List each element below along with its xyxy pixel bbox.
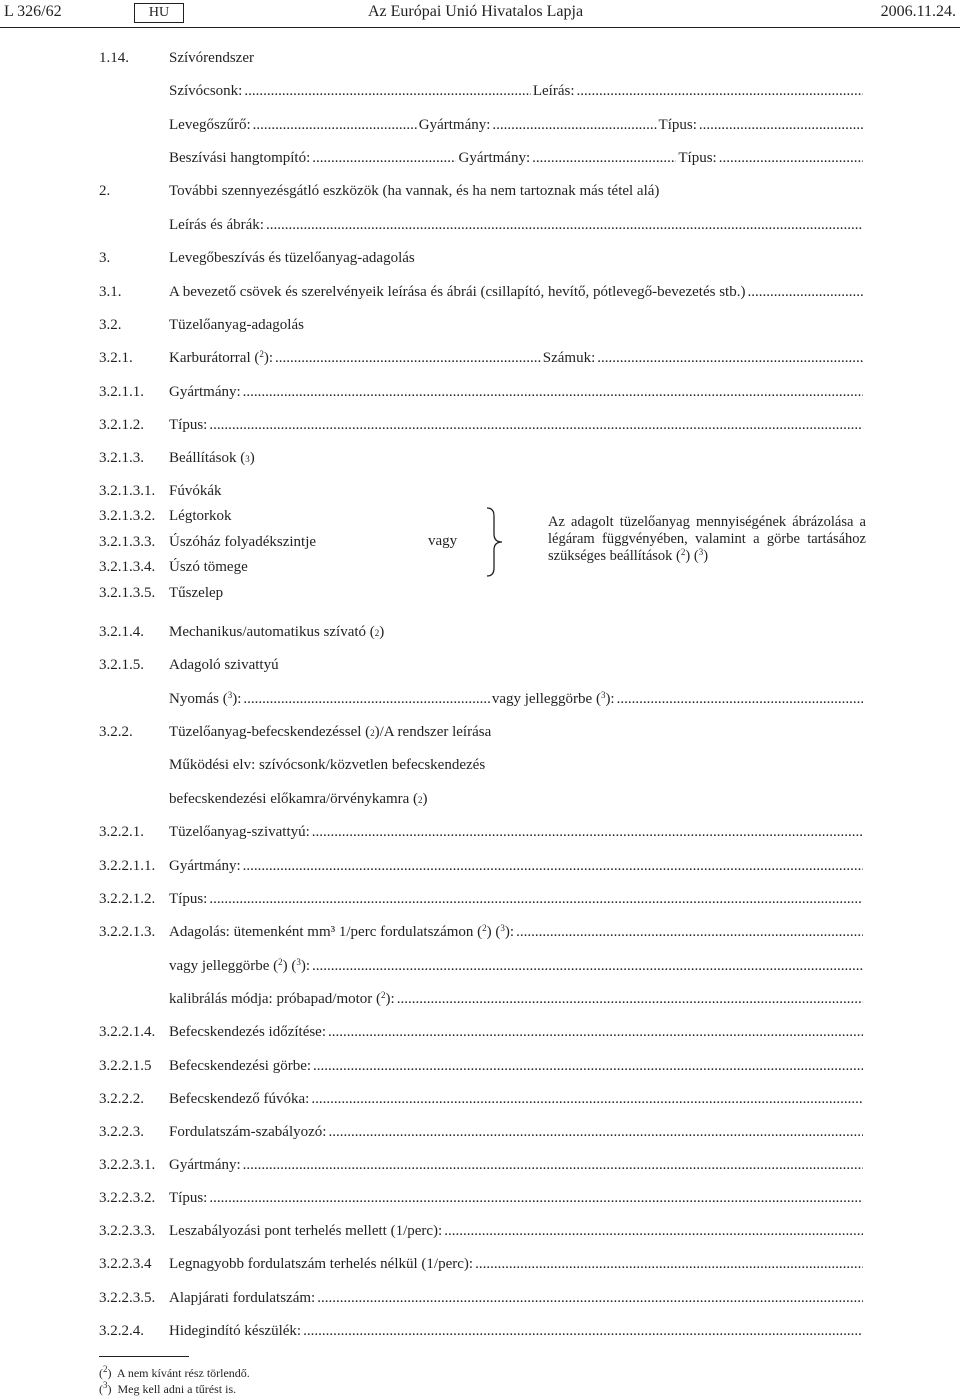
item-number: 3.2.2.3.5. [99, 1290, 156, 1306]
form-field[interactable] [169, 1290, 865, 1307]
fill-dots [209, 417, 863, 434]
item-number: 3.2.2.3.1. [99, 1157, 156, 1173]
fill-dots [492, 117, 656, 134]
form-field[interactable] [169, 284, 865, 301]
fill-dots [243, 691, 489, 708]
item-label: Típus: [658, 117, 697, 133]
page-header [0, 0, 960, 28]
item-number: 3.2.2.1.4. [99, 1024, 156, 1040]
item-number: 3.2.2.3. [99, 1124, 144, 1140]
form-row [0, 1323, 960, 1343]
item-label: vagy jelleggörbe ($^3$): [491, 690, 615, 707]
form-field[interactable] [169, 1190, 865, 1207]
item-label: Úszóház folyadékszintje [169, 534, 317, 550]
form-row [0, 350, 960, 370]
item-number: 3.2.2.1.5 [99, 1058, 152, 1074]
form-row [0, 991, 960, 1011]
item-label: A bevezető csövek és szerelvényeik leírása és ábrái (csillapító, hevítő, pótlevegő-bevezetés stb.) [169, 284, 746, 300]
form-row [0, 958, 960, 978]
item-number: 3.2.2.1.3. [99, 924, 156, 940]
item-label: Tűszelep [169, 585, 224, 601]
fill-dots [266, 217, 863, 234]
fill-dots [699, 117, 863, 134]
form-row [0, 450, 960, 470]
footnote: ($^3$) Meg kell adni a tűrést is. [99, 1380, 237, 1396]
form-field[interactable] [169, 384, 865, 401]
form-row [0, 150, 960, 170]
form-field[interactable] [169, 991, 865, 1008]
item-label: Adagolás: ütemenként mm³ 1/perc fordulatszámon ($^2$) ($^3$): [169, 923, 515, 940]
fill-dots [209, 1190, 863, 1207]
item-label: Típus: [169, 417, 208, 433]
form-row [0, 317, 960, 337]
fill-dots [328, 1024, 863, 1041]
item-label: Befecskendezés időzítése: [169, 1024, 327, 1040]
item-label: Hidegindító készülék: [169, 1323, 302, 1339]
form-row [0, 83, 960, 103]
item-number: 3.2.2.3.3. [99, 1223, 156, 1239]
item-label: Karburátorral ($^2$): [169, 349, 274, 366]
form-row [0, 183, 960, 203]
form-row [0, 1223, 960, 1243]
item-label: Úszó tömege [169, 559, 248, 575]
form-row [0, 1024, 960, 1044]
item-label: Befecskendező fúvóka: [169, 1091, 310, 1107]
item-label: Levegőbeszívás és tüzelőanyag-adagolás [169, 250, 415, 266]
item-label: Tüzelőanyag-szivattyú: [169, 824, 310, 840]
item-number: 3.2.1.3.5. [99, 585, 156, 601]
fill-dots [243, 1157, 863, 1174]
page-number: L 326/62 [4, 3, 62, 20]
item-label: Leírás és ábrák: [169, 217, 264, 233]
right-brace-icon [485, 506, 505, 578]
form-row [0, 1157, 960, 1177]
form-field[interactable] [169, 1223, 865, 1240]
item-label: Beszívási hangtompító: [169, 150, 311, 166]
item-number: 3.2.1.5. [99, 657, 144, 673]
item-number: 3.2.1.3.2. [99, 508, 156, 524]
fill-dots [253, 117, 417, 134]
item-number: 3.2.2.3.2. [99, 1190, 156, 1206]
fill-dots [719, 150, 863, 167]
item-label: vagy jelleggörbe ($^2$) ($^3$): [169, 957, 311, 974]
item-label: Gyártmány: [458, 150, 531, 166]
fill-dots [313, 1058, 863, 1075]
form-row [0, 858, 960, 878]
fill-dots [244, 83, 531, 100]
form-field[interactable] [169, 958, 865, 975]
form-field[interactable] [169, 417, 865, 434]
form-row [0, 1058, 960, 1078]
fill-dots [397, 991, 863, 1008]
item-number: 3.2.1.4. [99, 624, 144, 640]
footnote: ($^2$) A nem kívánt rész törlendő. [99, 1364, 250, 1380]
form-field[interactable] [169, 1323, 865, 1340]
form-row [0, 217, 960, 237]
fill-dots [311, 1091, 863, 1108]
form-row [0, 417, 960, 437]
form-field[interactable] [169, 691, 865, 708]
item-number: 3.2.1.2. [99, 417, 144, 433]
item-number: 3.1. [99, 284, 122, 300]
form-row [0, 384, 960, 404]
fill-dots [532, 150, 676, 167]
item-label: Leírás: [532, 83, 575, 99]
form-row [0, 1190, 960, 1210]
item-label: Tüzelőanyag-adagolás [169, 317, 304, 333]
item-label: Fordulatszám-szabályozó: [169, 1124, 327, 1140]
item-label: Gyártmány: [169, 858, 241, 874]
fill-dots [597, 350, 863, 367]
fill-dots [317, 1290, 863, 1307]
form-field[interactable] [169, 858, 865, 875]
item-number: 3.2. [99, 317, 122, 333]
form-row [0, 284, 960, 304]
item-label: Működési elv: szívócsonk/közvetlen befecskendezés [169, 757, 486, 773]
form-row [0, 585, 960, 605]
form-field[interactable] [169, 1091, 865, 1108]
form-row [0, 724, 960, 744]
fill-dots [303, 1323, 863, 1340]
item-label: Mechanikus/automatikus szívató ( 2 ) [169, 624, 385, 640]
item-number: 3.2.1.3.1. [99, 483, 156, 499]
item-label: Fúvókák [169, 483, 222, 499]
item-number: 3.2.2.2. [99, 1091, 144, 1107]
item-number: 3.2.1.1. [99, 384, 144, 400]
item-number: 3.2.2.1.2. [99, 891, 156, 907]
item-label: Nyomás ($^3$): [169, 690, 242, 707]
fill-dots [312, 958, 863, 975]
item-label: Gyártmány: [418, 117, 491, 133]
fill-dots [328, 1124, 863, 1141]
item-label: Beállítások ( 3 ) [169, 450, 255, 466]
item-label: Alapjárati fordulatszám: [169, 1290, 316, 1306]
item-number: 3.2.2.1.1. [99, 858, 156, 874]
item-label: Szívórendszer [169, 50, 254, 66]
form-field[interactable] [169, 83, 865, 100]
item-label: Levegőszűrő: [169, 117, 251, 133]
item-label: Tüzelőanyag-befecskendezéssel ( 2 )/A rendszer leírása [169, 724, 492, 740]
item-label: Adagoló szivattyú [169, 657, 279, 673]
form-field[interactable] [169, 350, 865, 367]
item-label: Befecskendezési görbe: [169, 1058, 312, 1074]
item-label: befecskendezési előkamra/örvénykamra ( 2 ) [169, 791, 428, 807]
form-field[interactable] [169, 891, 865, 908]
fill-dots [617, 691, 863, 708]
form-field[interactable] [169, 117, 865, 134]
form-row [0, 50, 960, 70]
or-label: vagy [428, 533, 458, 549]
fill-dots [577, 83, 864, 100]
form-row [0, 250, 960, 270]
form-row [0, 1091, 960, 1111]
item-number: 3.2.1. [99, 350, 133, 366]
form-row [0, 824, 960, 844]
form-field[interactable] [169, 1024, 865, 1041]
fill-dots [747, 284, 863, 301]
form-field[interactable] [169, 217, 865, 234]
publication-date: 2006.11.24. [880, 3, 956, 20]
form-row [0, 691, 960, 711]
form-field[interactable] [169, 1058, 865, 1075]
form-field[interactable] [169, 1124, 865, 1141]
fill-dots [275, 350, 541, 367]
brace-description: Az adagolt tüzelőanyag mennyiségének ábrázolása a légáram függvényében, valamint a görbe tartásához szükséges beállítások ($^2$) ($^3$) [548, 514, 866, 564]
fill-dots [516, 924, 863, 941]
item-number: 3.2.2.1. [99, 824, 144, 840]
journal-title: Az Európai Unió Hivatalos Lapja [368, 3, 584, 20]
form-field[interactable] [169, 1256, 865, 1273]
form-field[interactable] [169, 824, 865, 841]
item-number: 3.2.1.3.4. [99, 559, 156, 575]
form-field[interactable] [169, 924, 865, 941]
item-label: További szennyezésgátló eszközök (ha vannak, és ha nem tartoznak más tétel alá) [169, 183, 660, 199]
item-number: 3.2.2.4. [99, 1323, 144, 1339]
form-row [0, 891, 960, 911]
item-label: Típus: [169, 891, 208, 907]
item-label: Legnagyobb fordulatszám terhelés nélkül (1/perc): [169, 1256, 474, 1272]
item-label: Gyártmány: [169, 1157, 241, 1173]
item-number: 3.2.1.3. [99, 450, 144, 466]
form-field[interactable] [169, 1157, 865, 1174]
form-row [0, 657, 960, 677]
item-label: Típus: [169, 1190, 208, 1206]
item-label: Típus: [678, 150, 717, 166]
fill-dots [312, 824, 863, 841]
item-label: Légtorkok [169, 508, 232, 524]
form-field[interactable] [169, 150, 865, 167]
fill-dots [444, 1223, 863, 1240]
header-rule [0, 27, 960, 28]
language-badge: HU [134, 3, 184, 23]
form-row [0, 1256, 960, 1276]
item-label: kalibrálás módja: próbapad/motor ($^2$): [169, 990, 395, 1007]
item-number: 3.2.2. [99, 724, 133, 740]
form-row [0, 791, 960, 811]
item-number: 2. [99, 183, 111, 199]
form-row [0, 624, 960, 644]
fill-dots [209, 891, 863, 908]
fill-dots [475, 1256, 863, 1273]
item-label: Szívócsonk: [169, 83, 243, 99]
form-row [0, 1124, 960, 1144]
fill-dots [312, 150, 456, 167]
item-number: 3.2.2.3.4 [99, 1256, 152, 1272]
form-row [0, 757, 960, 777]
item-number: 3. [99, 250, 111, 266]
form-row [0, 1290, 960, 1310]
form-row [0, 117, 960, 137]
item-label: Gyártmány: [169, 384, 241, 400]
fill-dots [243, 858, 863, 875]
item-label: Leszabályozási pont terhelés mellett (1/perc): [169, 1223, 443, 1239]
item-number: 1.14. [99, 50, 129, 66]
footnote-rule [99, 1356, 189, 1357]
item-label: Számuk: [542, 350, 596, 366]
form-row [0, 924, 960, 944]
form-row [0, 483, 960, 503]
fill-dots [243, 384, 863, 401]
item-number: 3.2.1.3.3. [99, 534, 156, 550]
